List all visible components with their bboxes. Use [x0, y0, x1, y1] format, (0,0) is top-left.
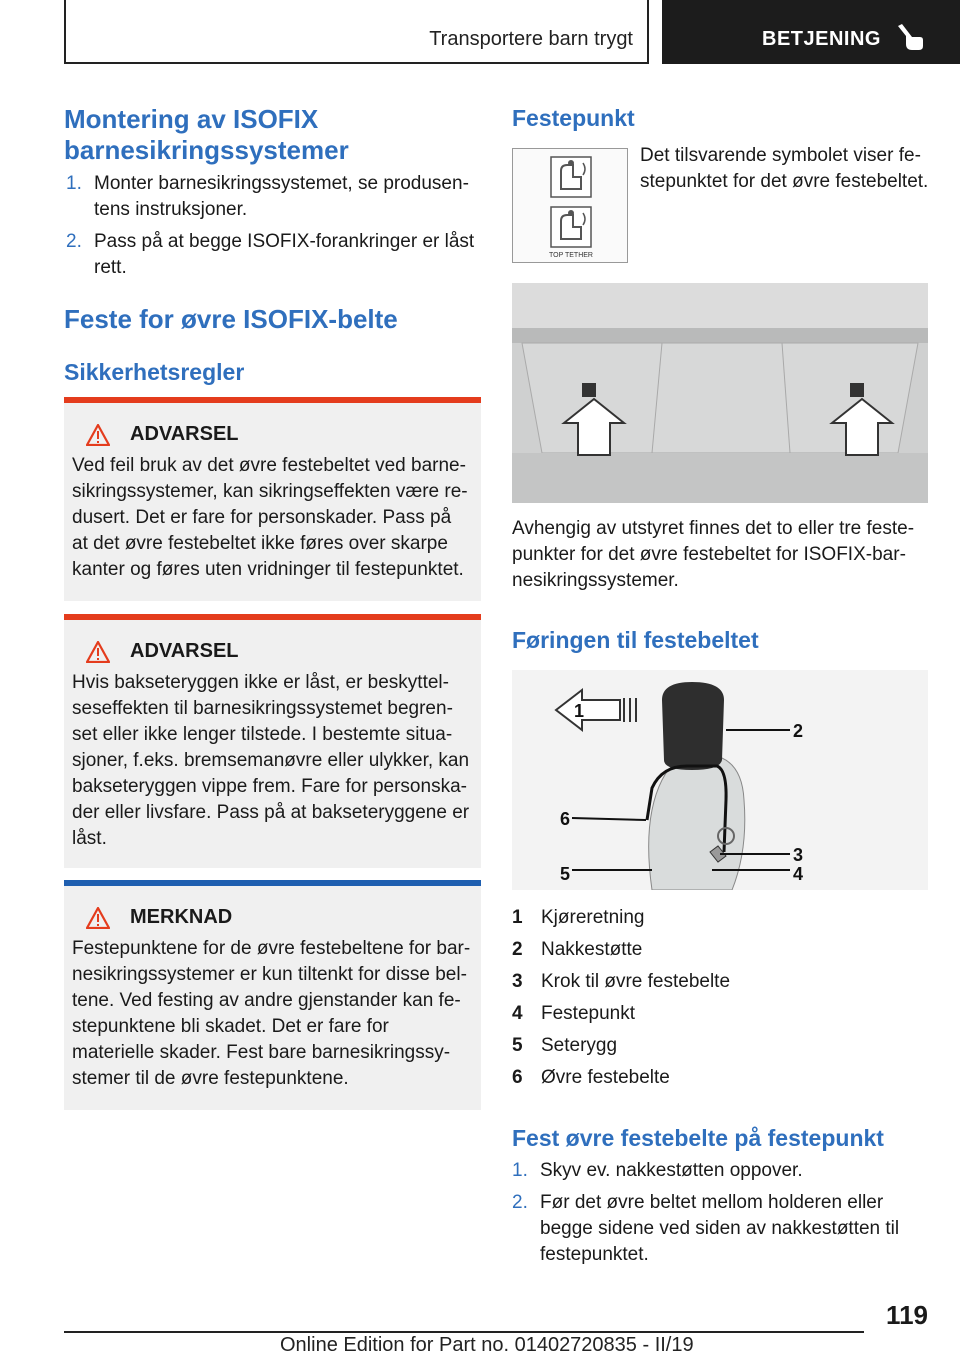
warning-box-2: [64, 614, 481, 868]
note-bar: [64, 880, 481, 886]
heading-attach-tether: Fest øvre festebelte på festepunkt: [512, 1125, 884, 1151]
warning-triangle-icon: [86, 424, 110, 446]
svg-text:2: 2: [793, 721, 804, 741]
warning-box-1: [64, 397, 481, 601]
svg-text:4: 4: [793, 864, 804, 884]
legend-item: 6 Øvre festebelte: [512, 1067, 670, 1088]
warning-bar: [64, 614, 481, 620]
warning-label: ADVARSEL: [130, 640, 239, 662]
svg-text:3: 3: [793, 845, 804, 865]
legend-item: 5 Seterygg: [512, 1035, 618, 1056]
warning-bar: [64, 397, 481, 403]
diagram-legend: [512, 902, 730, 1094]
heading-safety-rules: Sikkerhetsregler: [64, 359, 245, 385]
legend-item: 4 Festepunkt: [512, 1003, 635, 1024]
warning-text: Ved feil bruk av det øvre festebeltet ved barnesikringssystemer, kan sikringseffekten være redusert. Det er fare for personskader. Pass på at det øvre festebeltet ikke føres over skarpe kanter og føres uten vridninger til festepunktet.: [72, 455, 468, 580]
direction-arrow-icon: [556, 690, 620, 730]
footer-edition: Online Edition for Part no. 01402720835 - II/19: [280, 1334, 694, 1356]
warning-triangle-icon: [86, 641, 110, 663]
footer-divider: [64, 1331, 864, 1333]
header-chapter-tab: [662, 0, 960, 64]
symbol-caption: TOP TETHER: [549, 252, 593, 259]
list-item: 1. Monter barnesikringssystemet, se produsentens instruksjoner.: [66, 173, 469, 220]
svg-text:6: 6: [560, 809, 571, 829]
warning-triangle-icon: [86, 907, 110, 929]
warning-text: Hvis bakseteryggen ikke er låst, er beskyttelseseffekten til barnesikringssystemet begrenset eller ikke lenger tilstede. I bestemte situasjoner, f.eks. bremsemanøvre eller ulykker, kan bakseteryggen vippe frem. Fare for personskader eller livsfare. Pass på at bakseteryggene er låst.: [72, 672, 470, 849]
top-tether-symbol-image: [512, 148, 628, 263]
belt-routing-diagram: [512, 670, 928, 890]
list-item: 2. Pass på at begge ISOFIX-forankringer er låst rett.: [66, 231, 475, 278]
note-label: MERKNAD: [130, 906, 233, 928]
attach-steps-list: [512, 1158, 932, 1274]
trunk-description: Avhengig av utstyret finnes det to eller tre festepunkter for det øvre festebeltet for ISOFIX-barnesikringssystemer.: [512, 518, 915, 591]
svg-text:5: 5: [560, 864, 571, 884]
pointing-hand-icon: [892, 22, 926, 56]
warning-label: ADVARSEL: [130, 423, 239, 445]
list-item: 2. Før det øvre beltet mellom holderen eller begge sidene ved siden av nakkestøtten til festepunktet.: [512, 1192, 900, 1265]
mount-steps-list: [66, 171, 482, 287]
legend-item: 3 Krok til øvre festebelte: [512, 971, 731, 992]
page-number: 119: [886, 1300, 928, 1330]
anchor-description: Det tilsvarende symbolet viser festepunktet for det øvre festebeltet.: [640, 145, 929, 192]
svg-text:1: 1: [574, 701, 585, 721]
note-text: Festepunktene for de øvre festebeltene for barnesikringssystemer er kun tiltenkt for disse beltene. Ved festing av andre gjenstander kan festepunktene bli skadet. Det er fare for materielle skader. Fest bare barnesikringssystemer til de øvre festepunktene.: [72, 938, 471, 1089]
legend-item: 1 Kjøreretning: [512, 907, 645, 928]
heading-belt-routing: Føringen til festebeltet: [512, 627, 759, 653]
heading-isofix-mounting: Montering av ISOFIX barnesikringssystemer: [64, 104, 349, 165]
legend-item: 2 Nakkestøtte: [512, 939, 643, 960]
child-seat-anchor-icon: [513, 149, 629, 264]
list-item: 1. Skyv ev. nakkestøtten oppover.: [512, 1160, 803, 1181]
header-chapter-title: BETJENING: [762, 28, 881, 50]
note-box: [64, 880, 481, 1110]
header-section-tab: [64, 0, 649, 64]
trunk-anchor-photo: [512, 283, 928, 503]
header-section-title: Transportere barn trygt: [429, 28, 633, 50]
heading-upper-tether: Feste for øvre ISOFIX-belte: [64, 304, 398, 334]
heading-anchor-point: Festepunkt: [512, 105, 635, 131]
